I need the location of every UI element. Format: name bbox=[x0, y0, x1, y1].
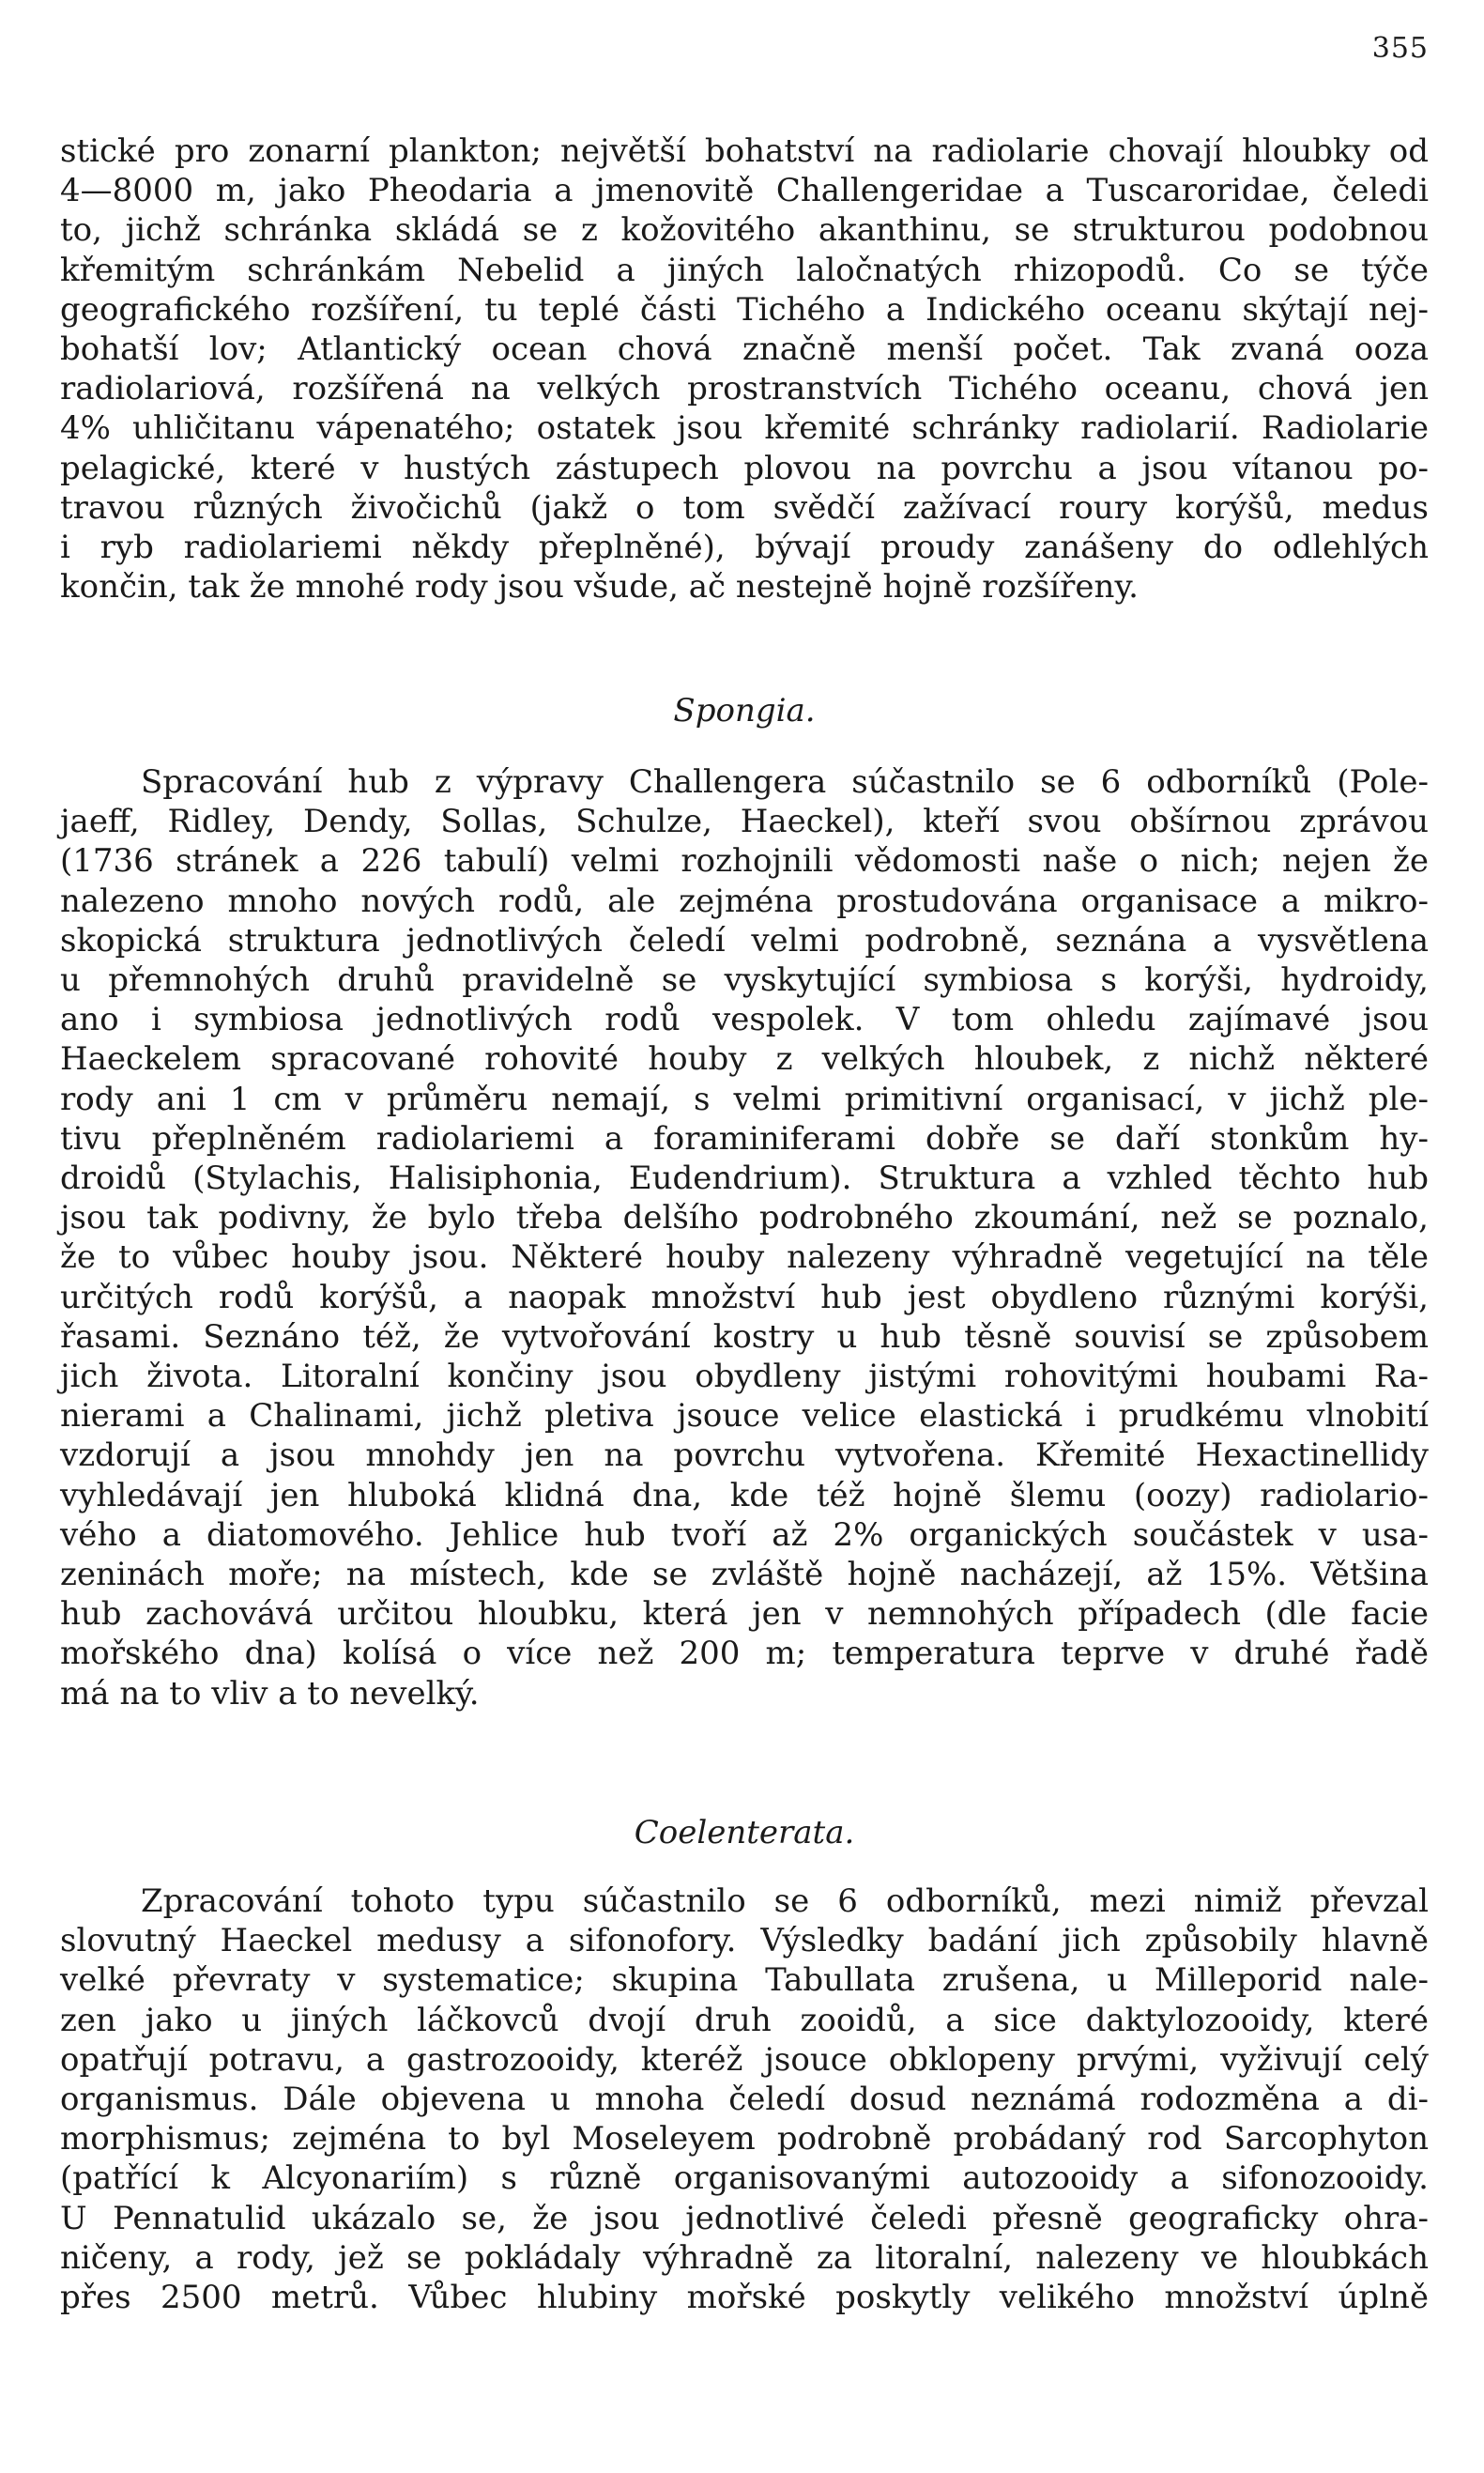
text-line: opatřují potravu, a gastrozooidy, kteréž jsouce obklopeny prvými, vyživují celý bbox=[60, 2040, 1429, 2079]
text-line: nierami a Chalinami, jichž pletiva jsouce velice elastická i prudkému vlnobití bbox=[60, 1397, 1429, 1436]
text-line: Haeckelem spracované rohovité houby z velkých hloubek, z nichž některé bbox=[60, 1040, 1429, 1079]
text-line: řasami. Seznáno též, že vytvořování kostry u hub těsně souvisí se způsobem bbox=[60, 1317, 1429, 1356]
text-line: hub zachovává určitou hloubku, která jen v nemnohých případech (dle facie bbox=[60, 1595, 1429, 1634]
text-line: tivu přeplněném radiolariemi a foraminiferami dobře se daří stonkům hy- bbox=[60, 1119, 1429, 1158]
text-line: droidů (Stylachis, Halisiphonia, Eudendrium). Struktura a vzhled těchto hub bbox=[60, 1160, 1429, 1198]
text-line: křemitým schránkám Nebelid a jiných laločnatých rhizopodů. Co se týče bbox=[60, 251, 1429, 289]
text-line: u přemnohých druhů pravidelně se vyskytující symbiosa s korýši, hydroidy, bbox=[60, 961, 1429, 1000]
text-line: 4—8000 m, jako Pheodaria a jmenovitě Challengeridae a Tuscaroridae, čeledi bbox=[60, 172, 1429, 210]
text-line: vého a diatomového. Jehlice hub tvoří až 2% organických součástek v usa- bbox=[60, 1515, 1429, 1554]
text-line: určitých rodů korýšů, a naopak množství hub jest obydleno různými korýši, bbox=[60, 1278, 1429, 1316]
text-line: U Pennatulid ukázalo se, že jsou jednotlivé čeledi přesně geograficky ohra- bbox=[60, 2199, 1429, 2237]
text-line: radiolariová, rozšířená na velkých prostranstvích Tichého oceanu, chová jen bbox=[60, 370, 1429, 408]
text-line: vzdorují a jsou mnohdy jen na povrchu vytvořena. Křemité Hexactinellidy bbox=[60, 1436, 1429, 1475]
paragraph-coelenterata bbox=[60, 1882, 1429, 2317]
section-heading-coelenterata: Coelenterata. bbox=[634, 1814, 855, 1851]
text-line: to, jichž schránka skládá se z kožovitého akanthinu, se strukturou podobnou bbox=[60, 211, 1429, 250]
text-line: velké převraty v systematice; skupina Tabullata zrušena, u Milleporid nale- bbox=[60, 1961, 1429, 2000]
page bbox=[60, 0, 1429, 2473]
text-line: (1736 stránek a 226 tabulí) velmi rozhojnili vědomosti naše o nich; nejen že bbox=[60, 842, 1429, 881]
text-line: morphismus; zejména to byl Moseleyem podrobně probádaný rod Sarcophyton bbox=[60, 2120, 1429, 2158]
paragraph-radiolaria bbox=[60, 131, 1429, 607]
text-line: mořského dna) kolísá o více než 200 m; temperatura teprve v druhé řadě bbox=[60, 1635, 1429, 1673]
section-heading-spongia: Spongia. bbox=[673, 692, 816, 730]
text-line: že to vůbec houby jsou. Některé houby nalezeny výhradně vegetující na těle bbox=[60, 1238, 1429, 1277]
text-line: pelagické, které v hustých zástupech plovou na povrchu a jsou vítanou po- bbox=[60, 449, 1429, 487]
text-line: jaeff, Ridley, Dendy, Sollas, Schulze, Haeckel), kteří svou obšírnou zprávou bbox=[60, 803, 1429, 841]
text-line: zen jako u jiných láčkovců dvojí druh zooidů, a sice daktylozooidy, které bbox=[60, 2001, 1429, 2039]
text-line: Zpracování tohoto typu súčastnilo se 6 odborníků, mezi nimiž převzal bbox=[141, 1882, 1429, 1920]
text-line: stické pro zonarní plankton; největší bohatství na radiolarie chovají hloubky od bbox=[60, 132, 1429, 170]
text-line: rody ani 1 cm v průměru nemají, s velmi primitivní organisací, v jichž ple- bbox=[60, 1080, 1429, 1118]
text-line: organismus. Dále objevena u mnoha čeledí dosud neznámá rodozměna a di- bbox=[60, 2081, 1429, 2119]
text-line: jich života. Litoralní končiny jsou obydleny jistými rohovitými houbami Ra- bbox=[60, 1358, 1429, 1396]
text-line: travou různých živočichů (jakž o tom svědčí zažívací roury korýšů, medus bbox=[60, 488, 1429, 527]
text-line: přes 2500 metrů. Vůbec hlubiny mořské poskytly velikého množství úplně bbox=[60, 2279, 1429, 2317]
text-line: zeninách moře; na místech, kde se zvláště hojně nacházejí, až 15%. Většina bbox=[60, 1556, 1429, 1594]
text-line: ničeny, a rody, jež se pokládaly výhradně za litoralní, nalezeny ve hloubkách bbox=[60, 2238, 1429, 2277]
text-line: 4% uhličitanu vápenatého; ostatek jsou křemité schránky radiolarií. Radiolarie bbox=[60, 409, 1429, 448]
text-line: (patřící k Alcyonariím) s různě organisovanými autozooidy a sifonozooidy. bbox=[60, 2159, 1429, 2198]
text-line: slovutný Haeckel medusy a sifonofory. Výsledky badání jich způsobily hlavně bbox=[60, 1922, 1429, 1960]
text-line: vyhledávají jen hluboká klidná dna, kde též hojně šlemu (oozy) radiolario- bbox=[60, 1476, 1429, 1514]
text-line: i ryb radiolariemi někdy přeplněné), bývají proudy zanášeny do odlehlých bbox=[60, 529, 1429, 567]
text-line: skopická struktura jednotlivých čeledí velmi podrobně, seznána a vysvětlena bbox=[60, 921, 1429, 960]
text-line: geografického rozšíření, tu teplé části Tichého a Indického oceanu skýtají nej- bbox=[60, 290, 1429, 329]
text-line: nalezeno mnoho nových rodů, ale zejména prostudována organisace a mikro- bbox=[60, 882, 1429, 920]
text-line: bohatší lov; Atlantický ocean chová značně menší počet. Tak zvaná ooza bbox=[60, 330, 1429, 369]
text-line: končin, tak že mnohé rody jsou všude, ač nestejně hojně rozšířeny. bbox=[60, 568, 1139, 607]
text-line: jsou tak podivny, že bylo třeba delšího podrobného zkoumání, než se poznalo, bbox=[60, 1199, 1429, 1237]
page-number: 355 bbox=[1371, 32, 1429, 65]
paragraph-spongia bbox=[60, 762, 1429, 1713]
text-line: má na to vliv a to nevelký. bbox=[60, 1674, 480, 1713]
text-line: Spracování hub z výpravy Challengera súčastnilo se 6 odborníků (Pole- bbox=[141, 763, 1429, 801]
text-line: ano i symbiosa jednotlivých rodů vespolek. V tom ohledu zajímavé jsou bbox=[60, 1001, 1429, 1039]
